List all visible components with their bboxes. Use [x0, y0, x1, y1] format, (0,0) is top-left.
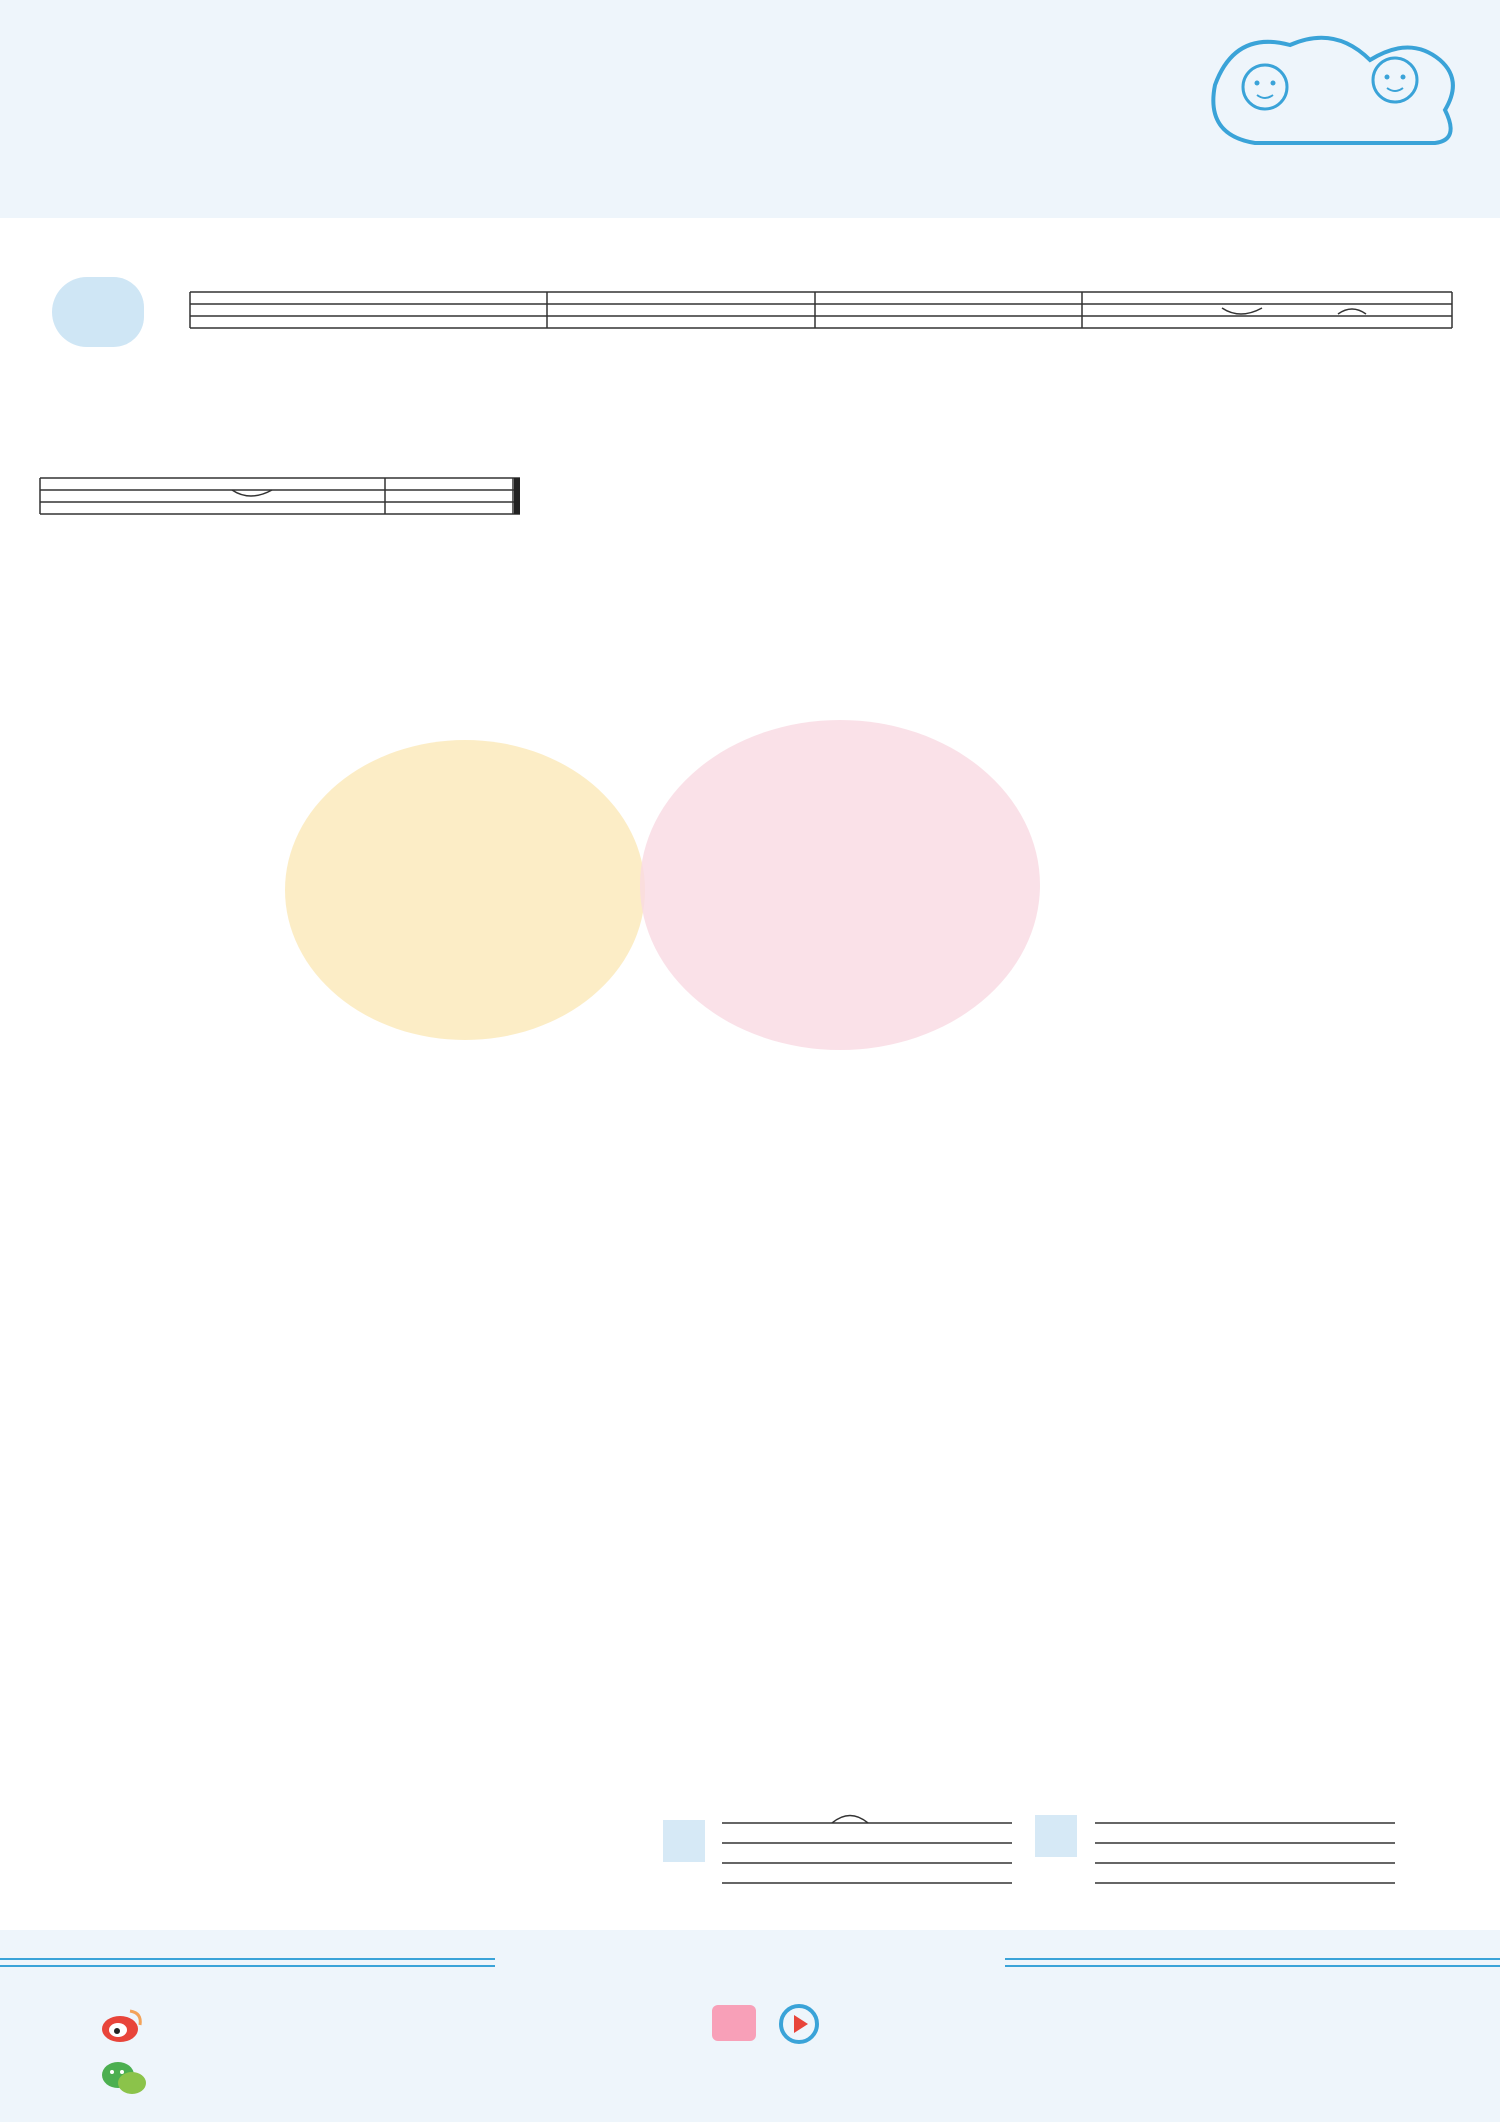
- tab-staff-1: [190, 292, 1452, 328]
- rhythm-a-label: [663, 1820, 705, 1862]
- rhythm-pattern-b: [1095, 1808, 1395, 1898]
- aloha-line-left: [0, 1958, 495, 1967]
- tab-staff-2: [40, 478, 520, 514]
- wechat-icon: [100, 2058, 150, 2098]
- boy-illustration: [640, 720, 1040, 1050]
- girl-illustration: [285, 740, 645, 1040]
- rhythm-pattern-a: [722, 1808, 1012, 1898]
- aloha-line-right: [1005, 1958, 1500, 1967]
- bilibili-badge-icon: [712, 2005, 756, 2041]
- ukulele-fish-logo-icon: [1195, 25, 1465, 175]
- intro-tablature: [0, 240, 1500, 580]
- weibo-icon: [100, 2005, 146, 2045]
- youku-play-icon: [778, 2003, 820, 2045]
- rhythm-b-label: [1035, 1815, 1077, 1857]
- final-barline: [514, 478, 520, 514]
